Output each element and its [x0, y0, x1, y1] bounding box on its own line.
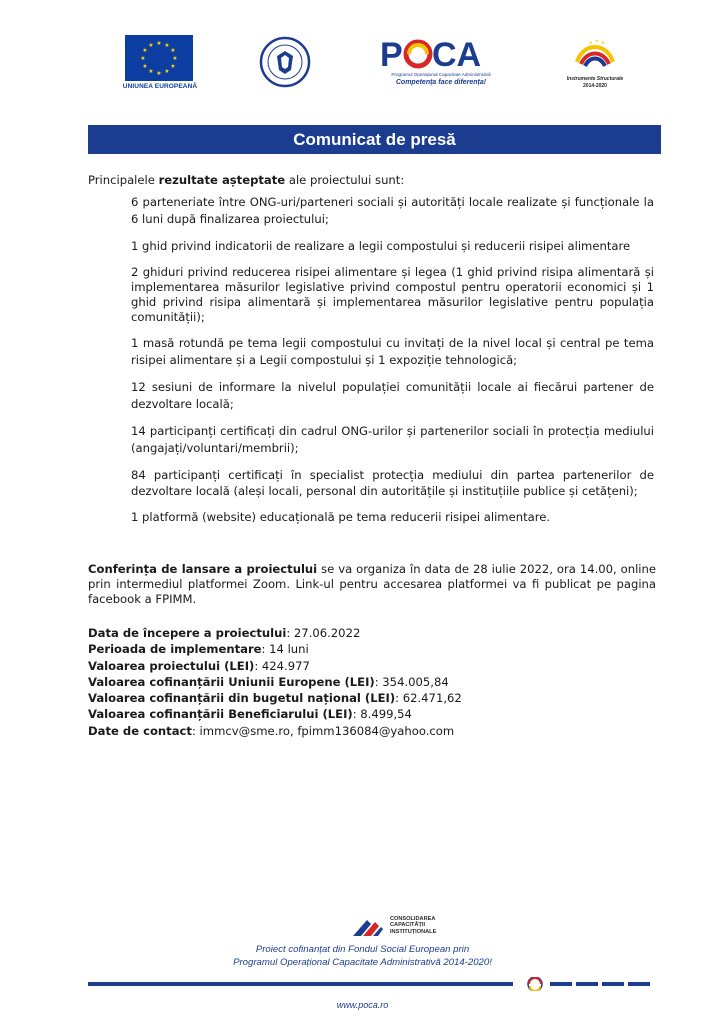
- detail-label: Valoarea cofinanțării Beneficiarului (LEI): [88, 707, 353, 722]
- conference-paragraph: [88, 562, 656, 607]
- cci-line: CONSOLIDAREA: [390, 916, 436, 922]
- detail-label: Date de contact: [88, 723, 192, 738]
- svg-text:★: ★: [140, 55, 146, 62]
- detail-label: Data de începere a proiectului: [88, 626, 287, 640]
- svg-text:★: ★: [142, 47, 148, 54]
- svg-text:★: ★: [601, 40, 605, 45]
- conference-text: se va organiza în data de 28 iulie 2022, ora 14.00, online prin intermediul platformei Zoom. Link-ul pentru accesarea platformei va fi publicat pe pagina facebook a FPIMM.: [88, 562, 656, 606]
- svg-text:★: ★: [156, 40, 162, 47]
- svg-text:★: ★: [148, 68, 154, 75]
- detail-start-date: [88, 625, 656, 641]
- footer-decorative-bar: [88, 977, 661, 991]
- cci-line: CAPACITĂȚII: [390, 922, 426, 929]
- list-item: 1 ghid privind indicatorii de realizare a legii compostului și reducerii risipei alimentare: [131, 239, 631, 253]
- footer-website-link[interactable]: www.poca.ro: [336, 1000, 389, 1010]
- detail-beneficiary-cofinancing: [88, 706, 656, 722]
- svg-text:CA: CA: [432, 36, 482, 74]
- cci-label: [390, 916, 450, 935]
- intro-post: ale proiectului sunt:: [285, 173, 405, 187]
- detail-contact: [88, 723, 656, 739]
- detail-national-cofinancing: [88, 690, 656, 706]
- project-details: [88, 625, 656, 739]
- list-item: 1 masă rotundă pe tema legii compostului cu invitați de la nivel local și central pe tema risipei alimentare și a Legii compostului și 1 expoziție tehnologică;: [131, 336, 654, 367]
- press-release-title-bar: [88, 125, 661, 154]
- detail-value: : 8.499,54: [352, 707, 412, 722]
- svg-text:★: ★: [589, 40, 593, 45]
- svg-text:P: P: [380, 36, 403, 74]
- list-item: 84 participanți certificați în specialist protecția mediului din partea partenerilor de dezvoltare locală (aleși locali, personal din autoritățile și instituțiile publice și cetățeni);: [131, 468, 654, 498]
- detail-value: : 27.06.2022: [286, 626, 361, 640]
- detail-value: : 62.471,62: [395, 691, 462, 706]
- poca-subtitle: Programul Operațional Capacitate Administrativă: [391, 72, 491, 77]
- detail-value: : immcv@sme.ro, fpimm136084@yahoo.com: [191, 723, 455, 738]
- list-item: 14 participanți certificați din cadrul ONG-urilor și partenerilor sociali în protecția mediului (angajați/voluntari/membrii);: [131, 424, 654, 455]
- footer-funding-line: Proiect cofinanțat din Fondul Social European prin: [255, 944, 470, 955]
- results-list: [131, 194, 654, 536]
- cci-line: INSTITUȚIONALE: [390, 928, 437, 935]
- detail-label: Valoarea cofinanțării din bugetul național (LEI): [88, 691, 396, 706]
- intro-pre: Principalele: [88, 173, 159, 187]
- detail-label: Valoarea cofinanțării Uniunii Europene (LEI): [88, 674, 375, 689]
- footer-program-line: Programul Operațional Capacitate Administrativă 2014-2020!: [233, 957, 492, 968]
- cci-logo: [351, 916, 385, 938]
- structural-instruments-logo: [573, 36, 617, 72]
- detail-value: : 354.005,84: [374, 674, 449, 689]
- poca-tagline: Competența face diferența!: [395, 79, 487, 86]
- detail-value: : 14 luni: [261, 642, 309, 657]
- detail-label: Valoarea proiectului (LEI): [88, 658, 255, 673]
- list-item: 1 platformă (website) educațională pe tema reducerii risipei alimentare.: [131, 510, 551, 524]
- list-item: 6 parteneriate între ONG-uri/parteneri sociali și autorități locale realizate și funcționale la 6 luni după finalizarea proiectului;: [131, 195, 654, 226]
- structural-instruments-years: 2014-2020: [583, 83, 607, 89]
- svg-text:★: ★: [170, 63, 176, 70]
- detail-value: : 424.977: [254, 658, 310, 673]
- page-title: Comunicat de presă: [293, 129, 456, 149]
- list-item: 12 sesiuni de informare la nivelul populației comunității locale ai fiecărui partener de dezvoltare locală;: [131, 380, 654, 411]
- svg-text:★: ★: [164, 42, 170, 49]
- government-seal-logo: [259, 36, 311, 88]
- detail-period: [88, 641, 656, 657]
- conference-bold: Conferința de lansare a proiectului: [88, 562, 318, 576]
- svg-text:★: ★: [172, 55, 178, 62]
- list-item: 2 ghiduri privind reducerea risipei alimentare și legea (1 ghid privind risipa alimentară și implementarea măsurilor legislative privind compostul pentru operatorii economici și 1 ghid privind risipa alimentară și implementarea măsurilor legislative pentru populația comunității);: [131, 265, 654, 324]
- results-intro: [88, 173, 404, 187]
- svg-text:★: ★: [170, 47, 176, 54]
- detail-project-value: [88, 658, 656, 674]
- svg-text:★: ★: [156, 70, 162, 77]
- svg-text:★: ★: [164, 68, 170, 75]
- intro-bold: rezultate așteptate: [158, 173, 286, 187]
- eu-flag-logo: [125, 35, 193, 81]
- eu-label: UNIUNEA EUROPEANĂ: [122, 83, 198, 90]
- svg-text:★: ★: [595, 38, 599, 43]
- structural-instruments-label: Instrumente Structurale: [566, 76, 624, 82]
- detail-eu-cofinancing: [88, 674, 656, 690]
- detail-label: Perioada de implementare: [88, 642, 262, 657]
- svg-text:★: ★: [142, 63, 148, 70]
- svg-text:★: ★: [148, 42, 154, 49]
